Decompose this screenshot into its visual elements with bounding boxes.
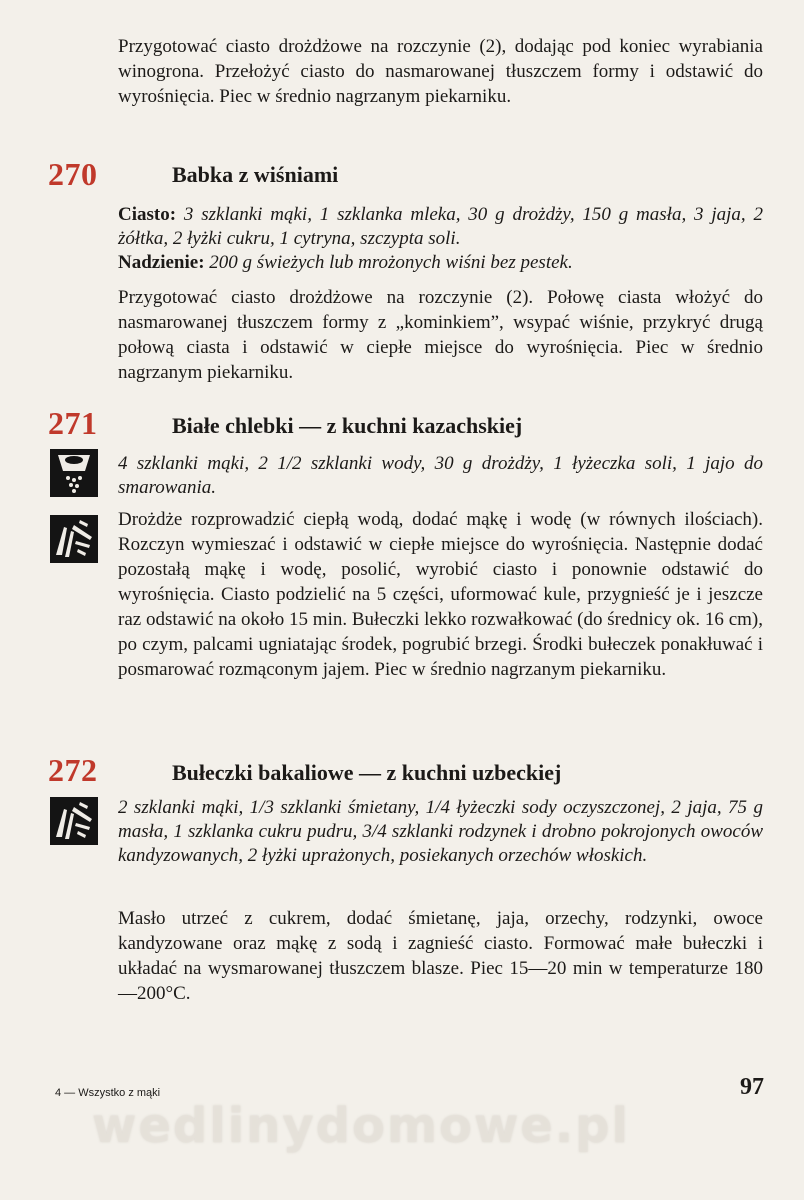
recipe-number-270: 270 bbox=[48, 156, 98, 192]
recipe-272-ingredients bbox=[118, 796, 763, 868]
ingredients-text: 4 szklanki mąki, 2 1/2 szklanki wody, 30 g drożdży, 1 łyżeczka soli, 1 jajo do smarowania. bbox=[118, 453, 763, 498]
ingredients-text: 3 szklanki mąki, 1 szklanka mleka, 30 g drożdży, 150 g masła, 3 jaja, 2 żółtka, 2 łyżki cukru, 1 cytryna, szczypta soli. bbox=[118, 204, 763, 249]
kneading-hands-icon bbox=[50, 515, 98, 563]
ingredients-label: Ciasto: bbox=[118, 204, 177, 225]
recipe-title-272: Bułeczki bakaliowe — z kuchni uzbeckiej bbox=[172, 760, 562, 785]
filling-text: 200 g świeżych lub mrożonych wiśni bez pestek. bbox=[209, 252, 573, 273]
recipe-270-method: Przygotować ciasto drożdżowe na rozczynie (2). Połowę ciasta włożyć do nasmarowanej tłuszczem formy z „kominkiem”, wsypać wiśnie, przykryć drugą połową ciasta i odstawić w ciepłe miejsce do wyrośnięcia. Piec w średnio nagrzanym piekarniku. bbox=[118, 287, 763, 383]
watermark: wedlinydomowe.pl bbox=[92, 1098, 630, 1154]
recipe-number-272: 272 bbox=[48, 752, 98, 788]
recipe-271-method: Drożdże rozprowadzić ciepłą wodą, dodać mąkę i wodę (w równych ilościach). Rozczyn wymieszać i odstawić w ciepłe miejsce do wyrośnięcia. Następnie dodać pozostałą mąkę i wodę, posolić, wyrobić ciasto i ponownie odstawić do wyrośnięcia. Ciasto podzielić na 5 części, uformować kule, przygnieść je i jeszcze raz odstawić na około 15 min. Bułeczki lekko rozwałkować (do średnicy ok. 16 cm), po czym, palcami ugniatając środek, pogrubić brzegi. Środki bułeczek ponakłuwać i posmarować rozmąconym jajem. Piec w średnio nagrzanym piekarniku. bbox=[118, 509, 763, 680]
footer-chapter: 4 — Wszystko z mąki bbox=[55, 1087, 161, 1099]
recipe-title-270: Babka z wiśniami bbox=[172, 162, 339, 187]
flour-sieve-icon bbox=[50, 449, 98, 497]
ingredients-text: 2 szklanki mąki, 1/3 szklanki śmietany, 1/4 łyżeczki sody oczyszczonej, 2 jaja, 75 g masła, 1 szklanka cukru pudru, 3/4 szklanki rodzynek i drobno pokrojonych owoców kandyzowanych, 2 łyżki uprażonych, posiekanych orzechów włoskich. bbox=[118, 797, 763, 866]
recipe-270-ingredients bbox=[118, 203, 763, 251]
recipe-number-271: 271 bbox=[48, 405, 98, 441]
page-number: 97 bbox=[740, 1074, 764, 1100]
kneading-hands-icon bbox=[50, 797, 98, 845]
recipe-title-271: Białe chlebki — z kuchni kazachskiej bbox=[172, 413, 523, 438]
intro-paragraph: Przygotować ciasto drożdżowe na rozczynie (2), dodając pod koniec wyrabiania winogrona. Przełożyć ciasto do nasmarowanej tłuszczem formy i odstawić do wyrośnięcia. Piec w średnio nagrzanym piekarniku. bbox=[118, 36, 763, 107]
recipe-271-ingredients bbox=[118, 452, 763, 500]
recipe-272-method: Masło utrzeć z cukrem, dodać śmietanę, jaja, orzechy, rodzynki, owoce kandyzowane oraz mąkę z sodą i zagnieść ciasto. Formować małe bułeczki i układać na wysmarowanej tłuszczem blasze. Piec 15—20 min w temperaturze 180—200°C. bbox=[118, 908, 763, 1004]
filling-label: Nadzienie: bbox=[118, 252, 205, 273]
recipe-270-filling bbox=[118, 251, 763, 275]
